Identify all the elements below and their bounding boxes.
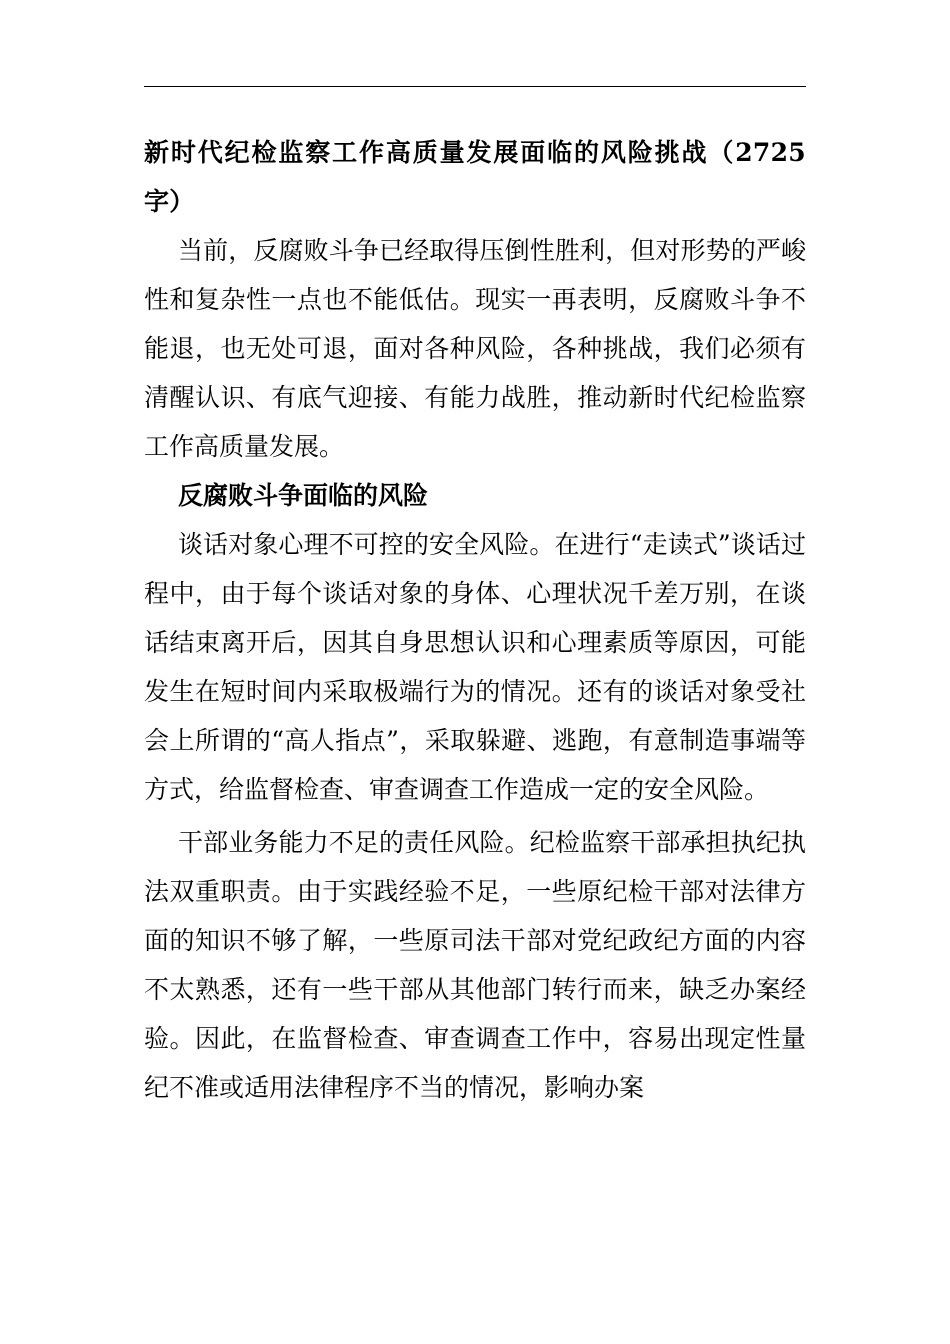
body-paragraph-safety-risk: 谈话对象心理不可控的安全风险。在进行“走读式”谈话过程中，由于每个谈话对象的身体、心理状况千差万别，在谈话结束离开后，因其自身思想认识和心理素质等原因，可能发生在短时间内采取极端行为的情况。还有的谈话对象受社会上所谓的“高人指点”，采取躲避、逃跑，有意制造事端等方式，给监督检查、审查调查工作造成一定的安全风险。 [144,530,806,804]
document-title: 新时代纪检监察工作高质量发展面临的风险挑战（2725字） [144,138,806,216]
section-heading: 反腐败斗争面临的风险 [178,481,429,510]
body-paragraph-responsibility-risk: 干部业务能力不足的责任风险。纪检监察干部承担执纪执法双重职责。由于实践经验不足，一些原纪检干部对法律方面的知识不够了解，一些原司法干部对党纪政纪方面的内容不太熟悉，还有一些干部从其他部门转行而来，缺乏办案经验。因此，在监督检查、审查调查工作中，容易出现定性量纪不准或适用法律程序不当的情况，影响办案 [144,828,806,1102]
header-rule [144,86,806,87]
intro-paragraph: 当前，反腐败斗争已经取得压倒性胜利，但对形势的严峻性和复杂性一点也不能低估。现实一再表明，反腐败斗争不能退，也无处可退，面对各种风险，各种挑战，我们必须有清醒认识、有底气迎接、有能力战胜，推动新时代纪检监察工作高质量发展。 [144,236,806,461]
document-body [144,128,806,1112]
